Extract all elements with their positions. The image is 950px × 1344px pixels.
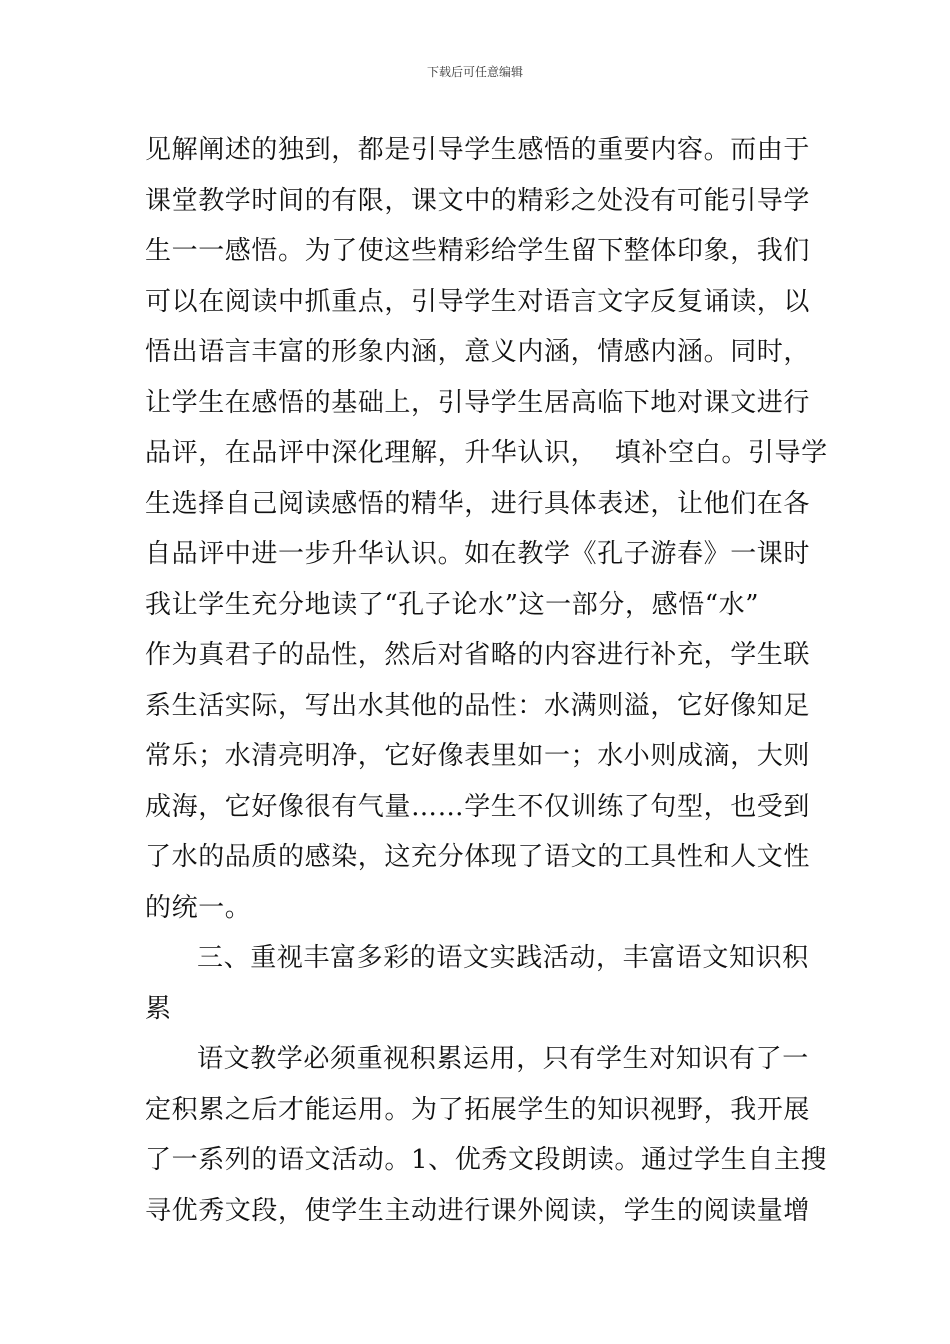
page-header: 下载后可任意编辑 <box>426 65 523 79</box>
section-heading <box>145 933 810 1034</box>
text-line: 了一系列的语文活动。1、优秀文段朗读。通过学生自主搜 <box>145 1145 828 1175</box>
text-line: 的统一。 <box>145 892 252 923</box>
text-line: 定积累之后才能运用。为了拓展学生的知识视野，我开展 <box>145 1094 811 1125</box>
text-line: 让学生在感悟的基础上，引导学生居高临下地对课文进行 <box>145 387 811 418</box>
paragraph <box>145 125 828 933</box>
text-line: 寻优秀文段，使学生主动进行课外阅读，学生的阅读量增 <box>145 1195 811 1226</box>
text-line: 作为真君子的品性，然后对省略的内容进行补充，学生联 <box>145 640 811 670</box>
text-line: 生选择自己阅读感悟的精华，进行具体表述，让他们在各 <box>145 488 811 519</box>
text-line: 常乐；水清亮明净，它好像表里如一；水小则成滴，大则 <box>145 741 811 771</box>
text-line: 语文教学必须重视积累运用，只有学生对知识有了一 <box>197 1044 809 1074</box>
text-line: 课堂教学时间的有限，课文中的精彩之处没有可能引导学 <box>145 185 811 216</box>
text-line: 生一一感悟。为了使这些精彩给学生留下整体印象，我们 <box>145 236 811 266</box>
text-line: 成海，它好像很有气量……学生不仅训练了句型，也受到 <box>145 791 811 822</box>
text-line: 系生活实际，写出水其他的品性：水满则溢，它好像知足 <box>145 690 811 721</box>
text-line: 悟出语言丰富的形象内涵，意义内涵，情感内涵。同时， <box>145 337 811 367</box>
text-line: 可以在阅读中抓重点，引导学生对语言文字反复诵读，以 <box>145 286 811 317</box>
heading-line: 三、重视丰富多彩的语文实践活动，丰富语文知识积 <box>197 943 809 973</box>
paragraph <box>145 1034 828 1236</box>
text-line: 自品评中进一步升华认识。如在教学《孔子游春》一课时 <box>145 539 811 569</box>
document-body <box>145 125 828 1236</box>
text-line: 品评，在品评中深化理解，升华认识， 填补空白。引导学 <box>145 438 828 468</box>
text-line: 我让学生充分地读了“孔子论水”这一部分，感悟“水” <box>145 589 760 620</box>
heading-line: 累 <box>145 993 172 1024</box>
text-line: 了水的品质的感染，这充分体现了语文的工具性和人文性 <box>145 842 811 872</box>
text-line: 见解阐述的独到，都是引导学生感悟的重要内容。而由于 <box>145 135 811 165</box>
